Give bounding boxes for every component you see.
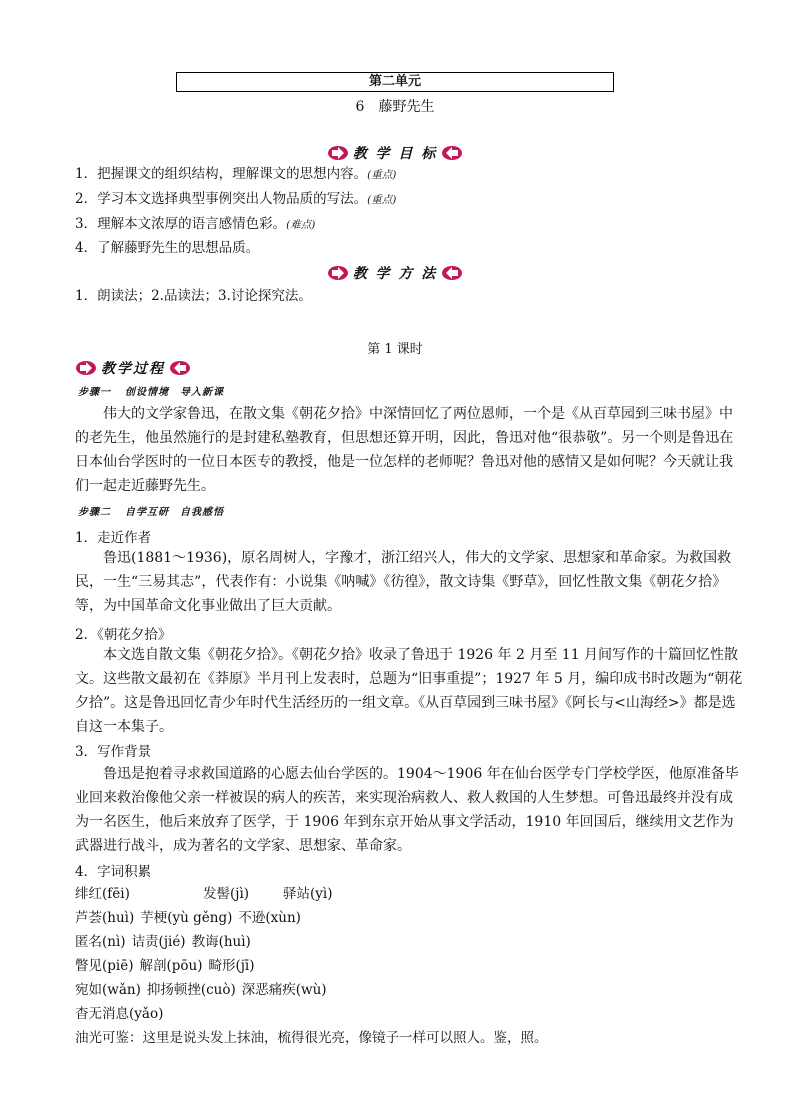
lesson-title: 6 藤野先生 (355, 99, 435, 115)
objectives-title: 教 学 目 标 (352, 146, 438, 162)
vocab-row: 瞥见(piē) 解剖(pōu) 畸形(jī) (75, 958, 255, 974)
section-heading: 4．字词积累 (75, 864, 152, 880)
right-arrow-icon (75, 360, 97, 376)
section-heading: 3．写作背景 (75, 744, 152, 760)
left-arrow-icon (441, 265, 463, 281)
methods-line: 1．朗读法；2.品读法；3.讨论探究法。 (75, 288, 312, 304)
background-paragraph: 鲁迅是抱着寻求救国道路的心愿去仙台学医的。1904～1906 年在仙台医学专门学校学医，他原准备毕业回来救治像他父亲一样被误的病人的疾苦，来实现治病救人、救人救国的人生梦想。可鲁迅最终并没有成为一名医生，他后来放弃了医学，于 1906 年到东京开始从事文学活动，1910 年回国后，继续用文艺作为武器进行战斗，成为著名的文学家、思想家、革命家。 (75, 766, 739, 854)
vocab-row: 绯红(fēi) 发髻(jì) 驿站(yì) (75, 886, 333, 902)
intro-paragraph: 伟大的文学家鲁迅，在散文集《朝花夕拾》中深情回忆了两位恩师，一个是《从百草园到三味书屋》中的老先生，他虽然施行的是封建私塾教育，但思想还算开明，因此，鲁迅对他“很恭敬”。另一个则是鲁迅在日本仙台学医时的一位日本医专的教授，他是一位怎样的老师呢？鲁迅对他的感情又是如何呢？今天就让我们一起走近藤野先生。 (75, 406, 734, 494)
methods-banner (0, 263, 790, 285)
vocab-row: 芦荟(huì) 芋梗(yù gěng) 不逊(xùn) (75, 910, 301, 926)
unit-title-box: 第二单元 (176, 72, 614, 92)
objective-item: 2．学习本文选择典型事例突出人物品质的写法。(重点) (75, 191, 397, 207)
book-paragraph: 本文选自散文集《朝花夕拾》。《朝花夕拾》收录了鲁迅于 1926 年 2 月至 11 月间写作的十篇回忆性散文。这些散文最初在《莽原》半月刊上发表时，总题为“旧事重提”；1927 年 5 月，编印成书时改题为“朝花夕拾”。这是鲁迅回忆青少年时代生活经历的一组文章。《从百草园到三味书屋》《阿长与<山海经>》都是选自这一本集子。 (75, 647, 743, 735)
step-one: 步骤一 创设情境 导入新课 (78, 387, 224, 398)
objective-item: 1．把握课文的组织结构，理解课文的思想内容。(重点) (75, 166, 397, 182)
methods-title: 教 学 方 法 (352, 266, 438, 282)
left-arrow-icon (441, 145, 463, 161)
step-two: 步骤二 自学互研 自我感悟 (78, 507, 224, 518)
left-arrow-icon (169, 360, 191, 376)
right-arrow-icon (327, 145, 349, 161)
vocab-definition: 油光可鉴：这里是说头发上抹油，梳得很光亮，像镜子一样可以照人。鉴，照。 (75, 1030, 548, 1046)
vocab-row: 杳无消息(yǎo) (75, 1006, 164, 1022)
process-banner (75, 358, 191, 378)
period-title: 第 1 课时 (367, 342, 423, 357)
objectives-banner (0, 143, 790, 165)
objective-item: 3．理解本文浓厚的语言感情色彩。(难点) (75, 216, 316, 232)
right-arrow-icon (327, 265, 349, 281)
objective-item: 4．了解藤野先生的思想品质。 (75, 240, 260, 256)
section-heading: 2．《朝花夕拾》 (75, 627, 172, 643)
section-heading: 1．走近作者 (75, 530, 152, 546)
vocab-row: 宛如(wǎn) 抑扬顿挫(cuò) 深恶痛疾(wù) (75, 982, 327, 998)
process-title: 教学过程 (101, 361, 165, 377)
vocab-row: 匿名(nì) 诘责(jié) 教诲(huì) (75, 934, 251, 950)
author-paragraph: 鲁迅(1881～1936)，原名周树人，字豫才，浙江绍兴人，伟大的文学家、思想家和革命家。为救国救民，一生“三易其志”，代表作有：小说集《呐喊》《彷徨》，散文诗集《野草》，回忆性散文集《朝花夕拾》等，为中国革命文化事业做出了巨大贡献。 (75, 550, 732, 614)
